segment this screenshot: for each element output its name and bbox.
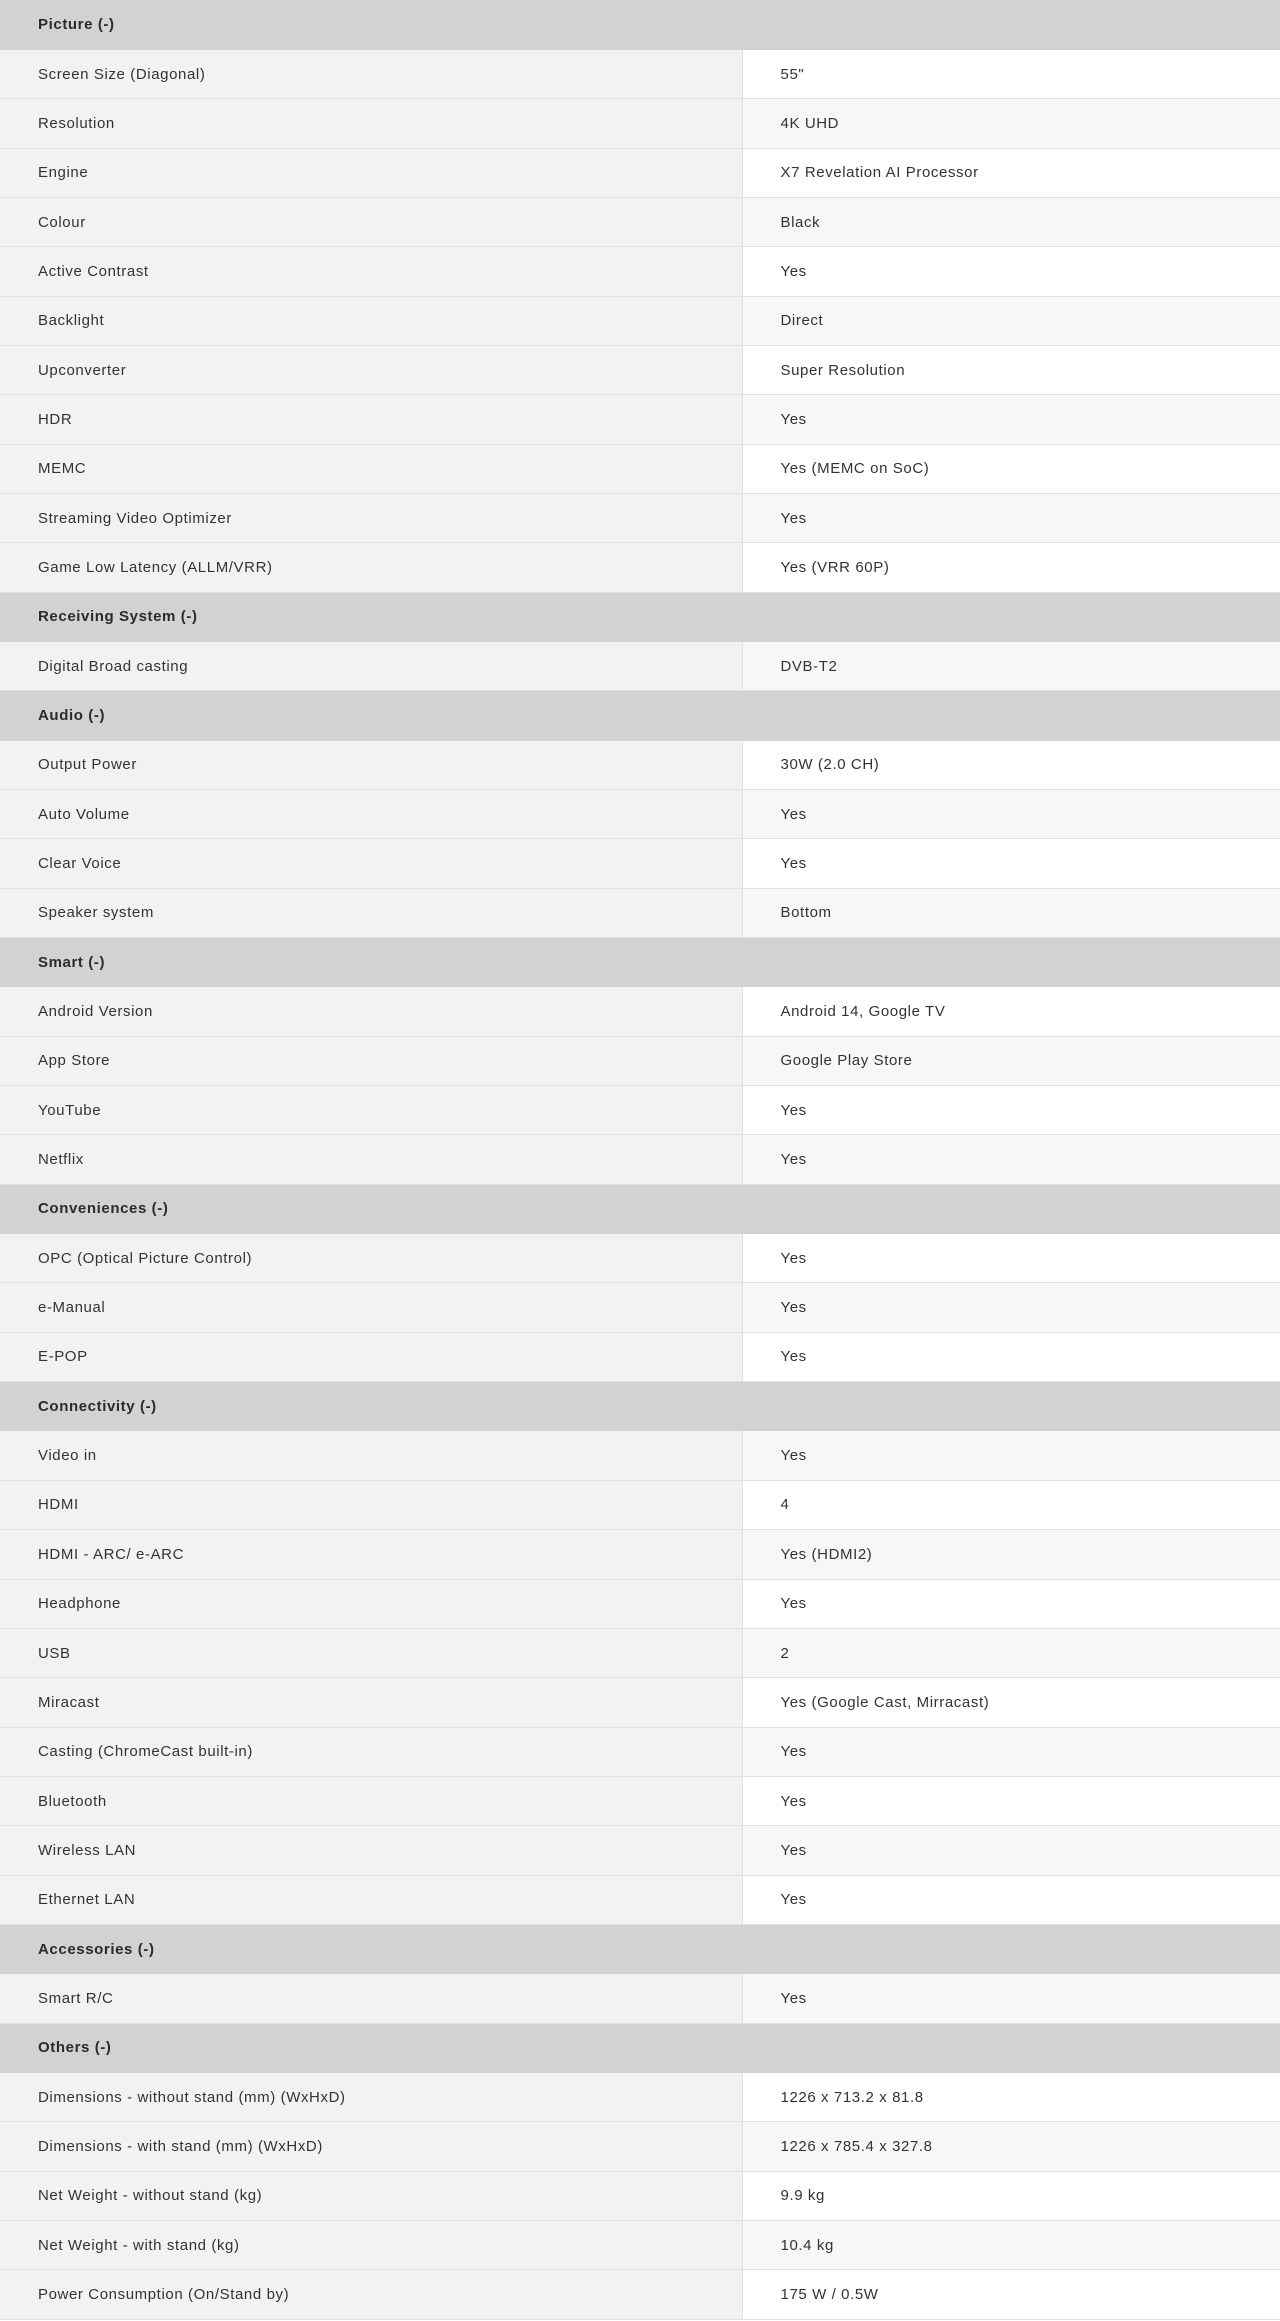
spec-row — [0, 1086, 1280, 1135]
spec-value: Yes — [742, 1875, 1280, 1924]
section-title[interactable]: Connectivity (-) — [0, 1382, 1280, 1431]
spec-value: Yes — [742, 1234, 1280, 1283]
spec-label: Ethernet LAN — [0, 1875, 742, 1924]
spec-row — [0, 641, 1280, 690]
section-title[interactable]: Picture (-) — [0, 0, 1280, 49]
spec-value: Yes (MEMC on SoC) — [742, 444, 1280, 493]
spec-value: Yes — [742, 1826, 1280, 1875]
spec-value: Yes — [742, 395, 1280, 444]
spec-value: Super Resolution — [742, 345, 1280, 394]
spec-value: Yes — [742, 1974, 1280, 2023]
spec-label: USB — [0, 1628, 742, 1677]
spec-label: Auto Volume — [0, 790, 742, 839]
spec-label: Smart R/C — [0, 1974, 742, 2023]
spec-label: Android Version — [0, 987, 742, 1036]
spec-row — [0, 2122, 1280, 2171]
section-title[interactable]: Receiving System (-) — [0, 592, 1280, 641]
spec-value: Yes (HDMI2) — [742, 1530, 1280, 1579]
spec-value: Yes — [742, 790, 1280, 839]
spec-label: YouTube — [0, 1086, 742, 1135]
spec-value: 55" — [742, 49, 1280, 98]
spec-label: MEMC — [0, 444, 742, 493]
spec-label: Digital Broad casting — [0, 641, 742, 690]
spec-value: Yes — [742, 839, 1280, 888]
spec-value: Direct — [742, 296, 1280, 345]
spec-value: Black — [742, 197, 1280, 246]
section-title[interactable]: Others (-) — [0, 2023, 1280, 2072]
spec-value: Yes — [742, 493, 1280, 542]
spec-label: Miracast — [0, 1678, 742, 1727]
spec-label: Output Power — [0, 740, 742, 789]
spec-label: Screen Size (Diagonal) — [0, 49, 742, 98]
spec-row — [0, 1776, 1280, 1825]
spec-value: 1226 x 713.2 x 81.8 — [742, 2072, 1280, 2121]
spec-value: Yes (VRR 60P) — [742, 543, 1280, 592]
spec-row — [0, 1332, 1280, 1381]
spec-row — [0, 740, 1280, 789]
spec-label: Game Low Latency (ALLM/VRR) — [0, 543, 742, 592]
spec-value: Yes — [742, 1727, 1280, 1776]
spec-value: 1226 x 785.4 x 327.8 — [742, 2122, 1280, 2171]
spec-label: Dimensions - with stand (mm) (WxHxD) — [0, 2122, 742, 2171]
spec-label: Clear Voice — [0, 839, 742, 888]
spec-row — [0, 1875, 1280, 1924]
spec-label: Netflix — [0, 1135, 742, 1184]
spec-value: 30W (2.0 CH) — [742, 740, 1280, 789]
spec-label: App Store — [0, 1036, 742, 1085]
spec-label: Video in — [0, 1431, 742, 1480]
spec-label: Resolution — [0, 99, 742, 148]
spec-row — [0, 987, 1280, 1036]
section-title[interactable]: Smart (-) — [0, 938, 1280, 987]
section-title[interactable]: Conveniences (-) — [0, 1184, 1280, 1233]
spec-value: Yes (Google Cast, Mirracast) — [742, 1678, 1280, 1727]
spec-label: E-POP — [0, 1332, 742, 1381]
spec-row — [0, 1234, 1280, 1283]
section-header[interactable] — [0, 691, 1280, 740]
spec-row — [0, 1727, 1280, 1776]
spec-value: Bottom — [742, 888, 1280, 937]
spec-row — [0, 1826, 1280, 1875]
spec-row — [0, 49, 1280, 98]
spec-label: HDMI — [0, 1480, 742, 1529]
spec-value: 9.9 kg — [742, 2171, 1280, 2220]
spec-row — [0, 888, 1280, 937]
spec-value: Yes — [742, 1579, 1280, 1628]
spec-value: Yes — [742, 247, 1280, 296]
spec-value: Yes — [742, 1776, 1280, 1825]
spec-label: Net Weight - without stand (kg) — [0, 2171, 742, 2220]
spec-value: 175 W / 0.5W — [742, 2270, 1280, 2319]
spec-row — [0, 493, 1280, 542]
spec-label: Colour — [0, 197, 742, 246]
spec-label: Upconverter — [0, 345, 742, 394]
section-header[interactable] — [0, 1924, 1280, 1973]
spec-row — [0, 1036, 1280, 1085]
spec-row — [0, 148, 1280, 197]
section-header[interactable] — [0, 2023, 1280, 2072]
spec-value: Yes — [742, 1086, 1280, 1135]
spec-value: 10.4 kg — [742, 2220, 1280, 2269]
spec-value: Yes — [742, 1431, 1280, 1480]
spec-value: Android 14, Google TV — [742, 987, 1280, 1036]
spec-row — [0, 197, 1280, 246]
spec-label: HDMI - ARC/ e-ARC — [0, 1530, 742, 1579]
spec-row — [0, 1678, 1280, 1727]
spec-row — [0, 1283, 1280, 1332]
spec-value: Yes — [742, 1283, 1280, 1332]
spec-label: Casting (ChromeCast built-in) — [0, 1727, 742, 1776]
spec-row — [0, 839, 1280, 888]
spec-row — [0, 1135, 1280, 1184]
spec-row — [0, 1628, 1280, 1677]
spec-row — [0, 543, 1280, 592]
section-header[interactable] — [0, 592, 1280, 641]
spec-label: Headphone — [0, 1579, 742, 1628]
spec-label: OPC (Optical Picture Control) — [0, 1234, 742, 1283]
section-header[interactable] — [0, 1382, 1280, 1431]
section-header[interactable] — [0, 0, 1280, 49]
spec-value: Yes — [742, 1135, 1280, 1184]
spec-row — [0, 1579, 1280, 1628]
spec-label: Active Contrast — [0, 247, 742, 296]
spec-row — [0, 296, 1280, 345]
spec-row — [0, 2220, 1280, 2269]
spec-row — [0, 99, 1280, 148]
spec-label: Power Consumption (On/Stand by) — [0, 2270, 742, 2319]
spec-row — [0, 1530, 1280, 1579]
spec-row — [0, 247, 1280, 296]
spec-label: Streaming Video Optimizer — [0, 493, 742, 542]
spec-label: Bluetooth — [0, 1776, 742, 1825]
spec-label: Engine — [0, 148, 742, 197]
section-header[interactable] — [0, 1184, 1280, 1233]
section-title[interactable]: Audio (-) — [0, 691, 1280, 740]
spec-label: Net Weight - with stand (kg) — [0, 2220, 742, 2269]
spec-value: Yes — [742, 1332, 1280, 1381]
spec-value: 4K UHD — [742, 99, 1280, 148]
spec-row — [0, 1480, 1280, 1529]
spec-row — [0, 2171, 1280, 2220]
spec-row — [0, 1974, 1280, 2023]
spec-label: Wireless LAN — [0, 1826, 742, 1875]
spec-value: X7 Revelation AI Processor — [742, 148, 1280, 197]
spec-row — [0, 345, 1280, 394]
spec-value: Google Play Store — [742, 1036, 1280, 1085]
section-title[interactable]: Accessories (-) — [0, 1924, 1280, 1973]
spec-value: 4 — [742, 1480, 1280, 1529]
spec-row — [0, 444, 1280, 493]
spec-label: Speaker system — [0, 888, 742, 937]
spec-row — [0, 790, 1280, 839]
spec-value: DVB-T2 — [742, 641, 1280, 690]
spec-value: 2 — [742, 1628, 1280, 1677]
spec-label: Dimensions - without stand (mm) (WxHxD) — [0, 2072, 742, 2121]
section-header[interactable] — [0, 938, 1280, 987]
spec-label: e-Manual — [0, 1283, 742, 1332]
spec-row — [0, 1431, 1280, 1480]
spec-row — [0, 2072, 1280, 2121]
spec-row — [0, 2270, 1280, 2319]
spec-row — [0, 395, 1280, 444]
spec-label: HDR — [0, 395, 742, 444]
spec-label: Backlight — [0, 296, 742, 345]
